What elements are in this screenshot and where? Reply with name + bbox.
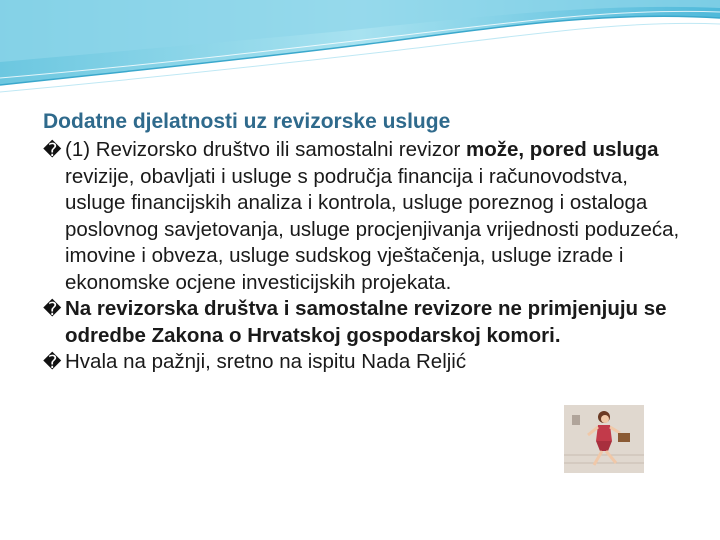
- header-wave-decoration: [0, 0, 720, 100]
- paragraph-2: [43, 296, 693, 349]
- paragraph-3-text: Hvala na pažnji, sretno na ispitu Nada Reljić: [65, 350, 467, 373]
- slide-title: Dodatne djelatnosti uz revizorske usluge: [43, 110, 451, 133]
- paragraph-2-text: Na revizorska društva i samostalne revizore ne primjenjuju se odredbe Zakona o Hrvatskoj gospodarskoj komori.: [65, 297, 667, 347]
- paragraph-1-bold: može, pored usluga: [466, 138, 659, 161]
- businesswoman-clipart-image: [564, 405, 644, 473]
- bullet-icon: �: [43, 352, 62, 372]
- slide-content: [43, 108, 693, 376]
- paragraph-1-rest: revizije, obavljati i usluge s područja financija i računovodstva, usluge financijskih analiza i kontrola, usluge poreznog i ostaloga poslovnog savjetovanja, usluge procjenjivanja vrijednosti poduzeća, imovine i obveza, usluge sudskog vještačenja, usluge izrade i ekonomske ocjene investicijskih projekata.: [65, 164, 680, 294]
- bullet-icon: �: [43, 140, 62, 160]
- paragraph-1-lead: (1) Revizorsko društvo ili samostalni revizor: [65, 138, 467, 161]
- paragraph-3: [43, 349, 693, 376]
- paragraph-1: [43, 137, 693, 296]
- bullet-icon: �: [43, 299, 62, 319]
